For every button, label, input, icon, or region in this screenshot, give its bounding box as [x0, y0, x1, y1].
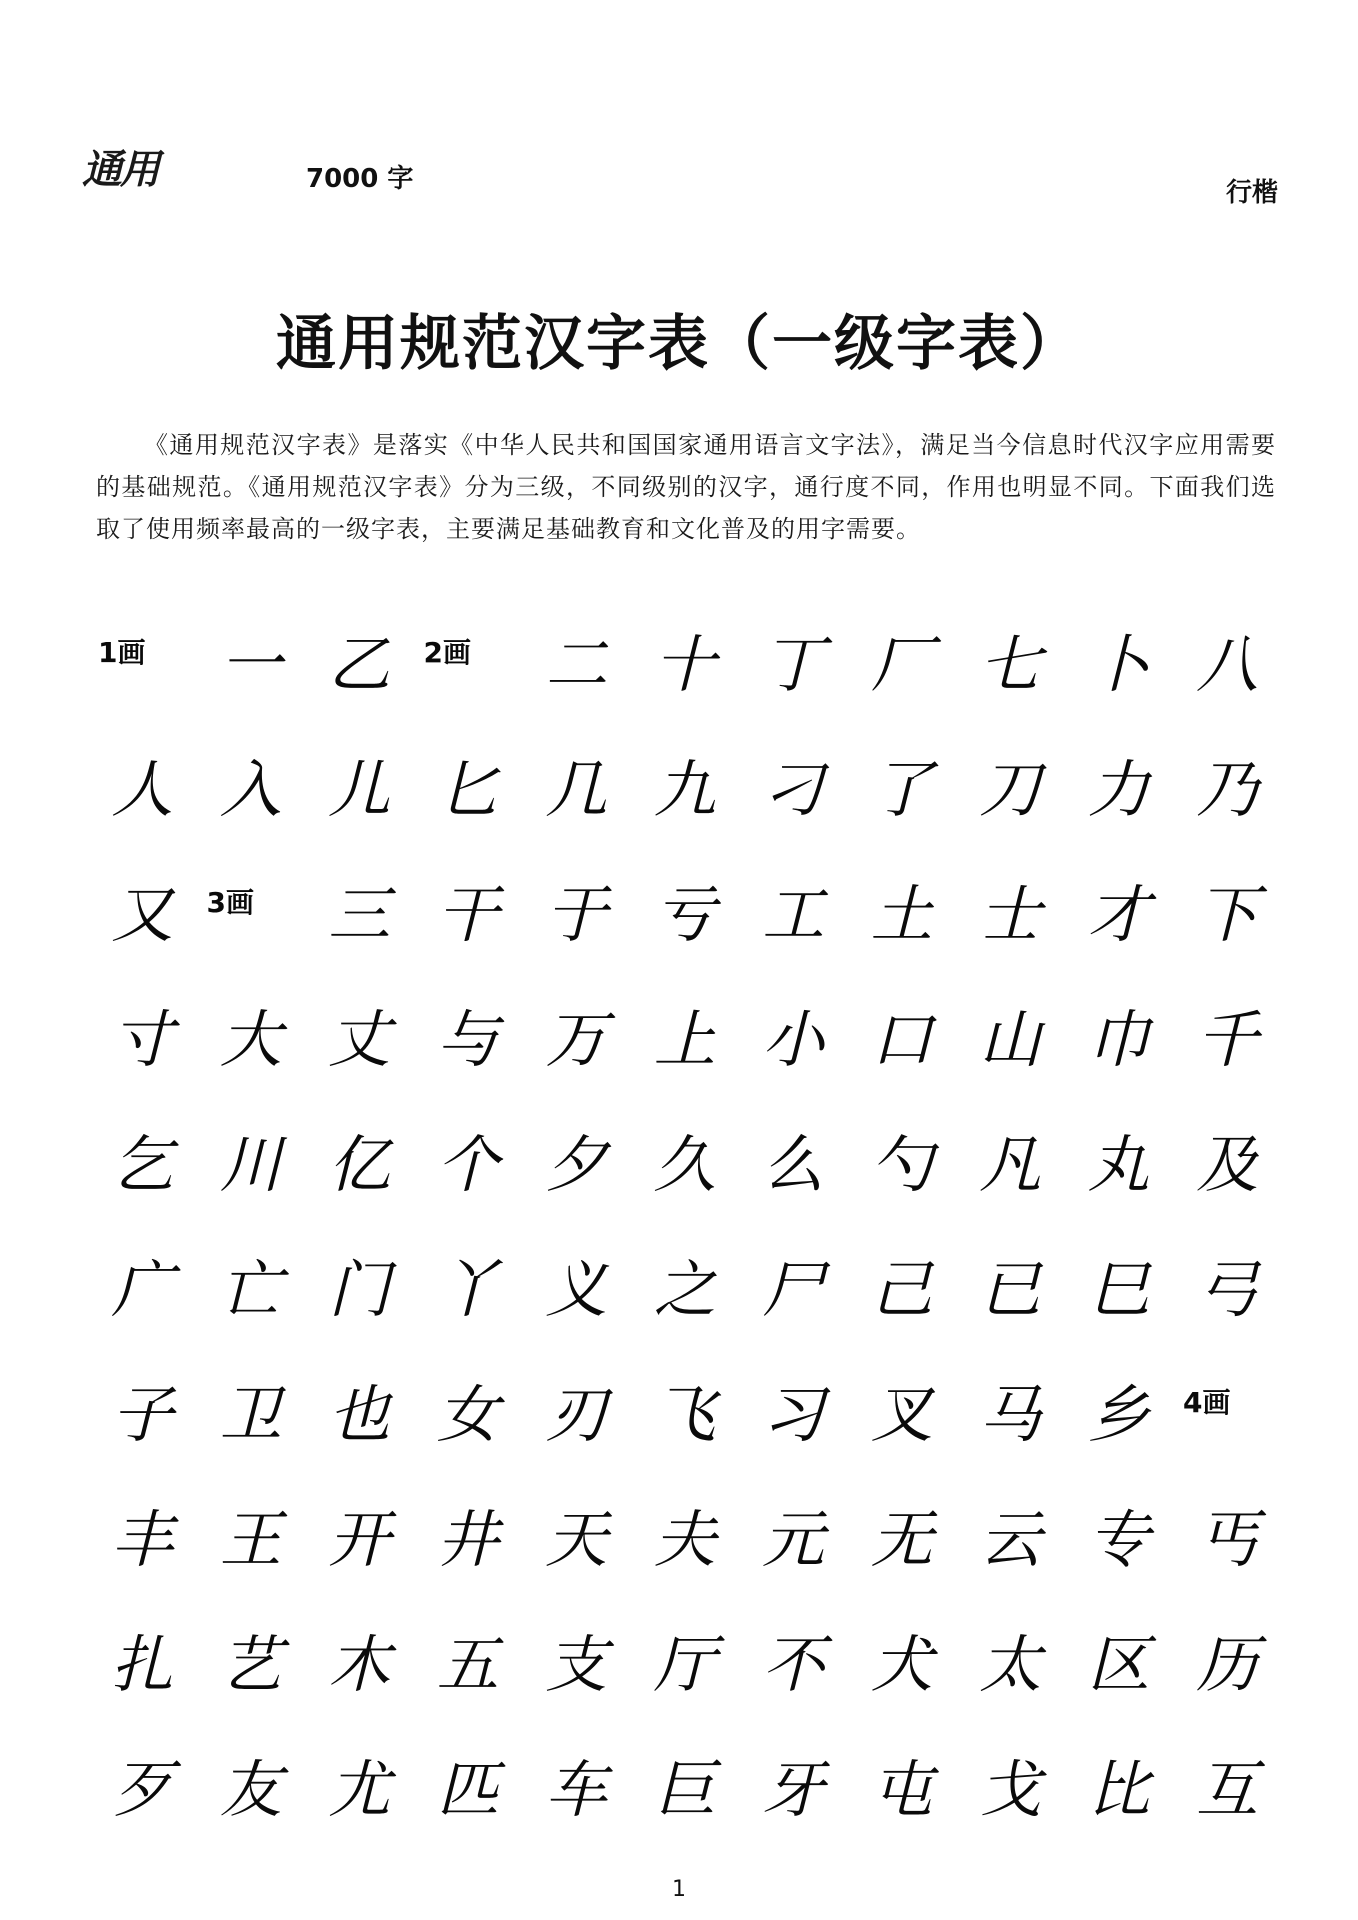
character-cell: 广 — [111, 1253, 174, 1326]
page-title: 通用规范汉字表（一级字表） — [276, 309, 1082, 379]
character-cell: 扎 — [111, 1628, 174, 1701]
character-cell: 匕 — [436, 753, 499, 826]
character-cell: 亿 — [328, 1128, 391, 1201]
stroke-count-label: 1画 — [98, 636, 146, 669]
character-cell: 弓 — [1196, 1253, 1259, 1326]
character-cell: 丈 — [328, 1003, 391, 1076]
character-cell: 飞 — [653, 1378, 716, 1451]
character-cell: 八 — [1196, 628, 1259, 701]
character-cell: 夕 — [545, 1128, 608, 1201]
character-cell: 厅 — [653, 1628, 716, 1701]
character-cell: 上 — [653, 1003, 716, 1076]
character-cell: 也 — [328, 1378, 391, 1451]
character-cell: 历 — [1196, 1628, 1259, 1701]
character-cell: 川 — [219, 1128, 282, 1201]
character-cell: 力 — [1087, 753, 1150, 826]
character-cell: 个 — [436, 1128, 499, 1201]
character-cell: 比 — [1087, 1753, 1150, 1826]
character-cell: 夫 — [653, 1503, 716, 1576]
character-cell: 万 — [545, 1003, 608, 1076]
character-cell: 无 — [870, 1503, 933, 1576]
character-cell: 友 — [219, 1753, 282, 1826]
character-cell: 了 — [870, 753, 933, 826]
character-cell: 尸 — [762, 1253, 825, 1326]
character-cell: 巨 — [653, 1753, 716, 1826]
character-cell: 太 — [979, 1628, 1042, 1701]
character-cell: 工 — [762, 878, 825, 951]
character-cell: 儿 — [328, 753, 391, 826]
character-cell: 乃 — [1196, 753, 1259, 826]
character-cell: 乙 — [328, 628, 391, 701]
character-cell: 牙 — [762, 1753, 825, 1826]
character-cell: 亏 — [653, 878, 716, 951]
character-cell: 亡 — [219, 1253, 282, 1326]
character-cell: 凡 — [979, 1128, 1042, 1201]
character-cell: 门 — [328, 1253, 391, 1326]
character-cell: 五 — [436, 1628, 499, 1701]
intro-paragraph: 《通用规范汉字表》是落实《中华人民共和国国家通用语言文字法》，满足当今信息时代汉字应用需要的基础规范。《通用规范汉字表》分为三级，不同级别的汉字，通行度不同，作用也明显不同。下面我们选取了使用频率最高的一级字表，主要满足基础教育和文化普及的用字需要。 — [96, 431, 1276, 543]
character-cell: 寸 — [111, 1003, 174, 1076]
stroke-count-label: 3画 — [206, 886, 254, 919]
character-cell: 区 — [1087, 1628, 1150, 1701]
character-cell: 巳 — [1087, 1253, 1150, 1326]
character-cell: 土 — [870, 878, 933, 951]
character-cell: 王 — [219, 1503, 282, 1576]
character-cell: 于 — [545, 878, 608, 951]
character-cell: 丫 — [436, 1253, 499, 1326]
character-cell: 歹 — [111, 1753, 174, 1826]
character-cell: 戈 — [979, 1753, 1042, 1826]
character-grid — [88, 597, 1282, 1847]
character-cell: 卜 — [1087, 628, 1150, 701]
character-cell: 十 — [653, 628, 716, 701]
character-cell: 乡 — [1087, 1378, 1150, 1451]
character-cell: 口 — [870, 1003, 933, 1076]
character-cell: 一 — [219, 628, 282, 701]
character-cell: 尤 — [328, 1753, 391, 1826]
character-cell: 互 — [1196, 1753, 1259, 1826]
character-cell: 山 — [979, 1003, 1042, 1076]
character-cell: 与 — [436, 1003, 499, 1076]
character-cell: 支 — [545, 1628, 608, 1701]
stroke-count-label: 2画 — [423, 636, 471, 669]
character-cell: 厂 — [870, 628, 933, 701]
character-cell: 刃 — [545, 1378, 608, 1451]
calligraphy-style-label: 行楷 — [1225, 178, 1278, 208]
character-cell: 小 — [762, 1003, 825, 1076]
character-cell: 习 — [762, 1378, 825, 1451]
character-cell: 义 — [545, 1253, 608, 1326]
character-cell: 子 — [111, 1378, 174, 1451]
character-cell: 屯 — [870, 1753, 933, 1826]
character-cell: 几 — [545, 753, 608, 826]
character-cell: 之 — [653, 1253, 716, 1326]
character-cell: 元 — [762, 1503, 825, 1576]
character-cell: 井 — [436, 1503, 499, 1576]
character-cell: 专 — [1087, 1503, 1150, 1576]
brand-logo: 通用 — [82, 146, 158, 193]
character-cell: 云 — [979, 1503, 1042, 1576]
character-cell: 刀 — [979, 753, 1042, 826]
character-cell: 勺 — [870, 1128, 933, 1201]
character-cell: 才 — [1087, 878, 1150, 951]
character-cell: 女 — [436, 1378, 499, 1451]
character-cell: 马 — [979, 1378, 1042, 1451]
character-cell: 丐 — [1196, 1503, 1259, 1576]
character-cell: 艺 — [219, 1628, 282, 1701]
character-cell: 天 — [545, 1503, 608, 1576]
character-cell: 卫 — [219, 1378, 282, 1451]
character-cell: 大 — [219, 1003, 282, 1076]
character-cell: 士 — [979, 878, 1042, 951]
character-cell: 入 — [219, 753, 282, 826]
character-cell: 叉 — [870, 1378, 933, 1451]
character-cell: 三 — [328, 878, 391, 951]
stroke-count-label: 4画 — [1183, 1386, 1231, 1419]
character-cell: 刁 — [762, 753, 825, 826]
character-cell: 二 — [545, 628, 608, 701]
character-cell: 么 — [762, 1128, 825, 1201]
character-cell: 及 — [1196, 1128, 1259, 1201]
character-cell: 千 — [1196, 1003, 1259, 1076]
character-count: 7000 字 — [306, 164, 414, 194]
character-cell: 人 — [111, 753, 174, 826]
character-cell: 乞 — [111, 1128, 174, 1201]
character-cell: 又 — [111, 878, 174, 951]
character-cell: 木 — [328, 1628, 391, 1701]
page-number: 1 — [672, 1877, 686, 1902]
character-cell: 丁 — [762, 628, 825, 701]
character-cell: 己 — [870, 1253, 933, 1326]
character-cell: 九 — [653, 753, 716, 826]
character-cell: 干 — [436, 878, 499, 951]
character-cell: 久 — [653, 1128, 716, 1201]
character-cell: 犬 — [870, 1628, 933, 1701]
character-cell: 七 — [979, 628, 1042, 701]
character-cell: 下 — [1196, 878, 1259, 951]
character-cell: 不 — [762, 1628, 825, 1701]
character-cell: 已 — [979, 1253, 1042, 1326]
character-cell: 巾 — [1087, 1003, 1150, 1076]
character-cell: 车 — [545, 1753, 608, 1826]
character-cell: 丰 — [111, 1503, 174, 1576]
character-cell: 匹 — [436, 1753, 499, 1826]
character-cell: 开 — [328, 1503, 391, 1576]
character-cell: 丸 — [1087, 1128, 1150, 1201]
